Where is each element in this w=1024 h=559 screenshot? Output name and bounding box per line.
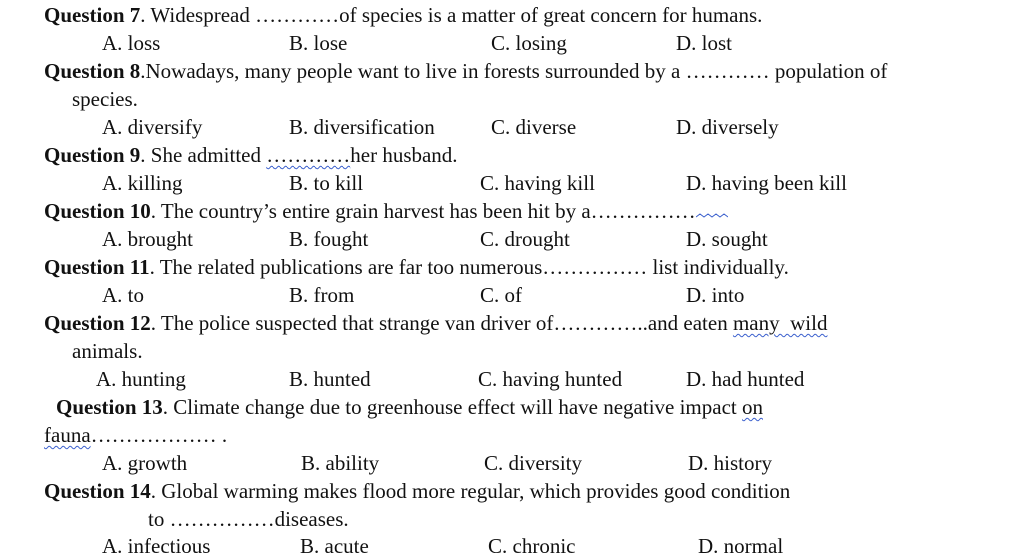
answer-blank: …………… — [542, 255, 648, 279]
spellcheck-flagged-text: many wild — [732, 311, 828, 335]
question-7-option-a[interactable]: A. loss — [102, 31, 161, 55]
answer-blank: ……………… . — [90, 423, 228, 447]
question-11-option-c[interactable]: C. of — [480, 283, 522, 307]
question-13-option-c[interactable]: C. diversity — [484, 451, 582, 475]
question-9-option-d[interactable]: D. having been kill — [686, 171, 847, 195]
question-12-stem: Question 12. The police suspected that strange van driver of…………..and eaten many wild — [44, 311, 828, 335]
answer-blank: …………… — [590, 199, 696, 223]
question-8-continuation: species. — [72, 87, 138, 111]
spellcheck-flagged-text: on — [742, 395, 763, 419]
question-12-option-c[interactable]: C. having hunted — [478, 367, 623, 391]
question-10-option-c[interactable]: C. drought — [480, 227, 570, 251]
question-8-option-d[interactable]: D. diversely — [676, 115, 779, 139]
question-13-continuation — [44, 422, 227, 448]
question-13-option-d[interactable]: D. history — [688, 451, 772, 475]
question-14-option-b[interactable]: B. acute — [300, 534, 369, 558]
question-12-option-d[interactable]: D. had hunted — [686, 367, 805, 391]
question-9-stem: Question 9. She admitted …………her husband. — [44, 143, 458, 167]
question-11-option-b[interactable]: B. from — [289, 283, 355, 307]
question-12-option-b[interactable]: B. hunted — [289, 367, 371, 391]
question-12-label: Question 12 — [44, 311, 151, 335]
question-9-option-a[interactable]: A. killing — [102, 171, 183, 195]
question-14-option-c[interactable]: C. chronic — [488, 534, 576, 558]
spellcheck-flagged-text: fauna — [44, 423, 91, 447]
question-14-stem: Question 14. Global warming makes flood more regular, which provides good condition — [44, 479, 791, 503]
answer-blank: ………… — [255, 3, 340, 27]
question-10-label: Question 10 — [44, 199, 151, 223]
question-11-stem: Question 11. The related publications are far too numerous…………… list individually. — [44, 255, 789, 279]
question-13-option-a[interactable]: A. growth — [102, 451, 188, 475]
question-14-continuation: to ……………diseases. — [148, 507, 349, 531]
question-7-option-b[interactable]: B. lose — [289, 31, 348, 55]
question-7-label: Question 7 — [44, 3, 141, 27]
question-9-option-c[interactable]: C. having kill — [480, 171, 595, 195]
answer-blank: ………… — [266, 143, 351, 167]
question-14-label: Question 14 — [44, 479, 151, 503]
question-10-option-b[interactable]: B. fought — [289, 227, 369, 251]
question-11-option-a[interactable]: A. to — [102, 283, 144, 307]
question-13-label: Question 13 — [56, 395, 163, 419]
spellcheck-squiggle-icon — [696, 213, 728, 219]
question-7-option-c[interactable]: C. losing — [491, 31, 567, 55]
question-8-stem: Question 8.Nowadays, many people want to live in forests surrounded by a ………… population of — [44, 59, 888, 83]
question-7-option-d[interactable]: D. lost — [676, 31, 733, 55]
question-13-option-b[interactable]: B. ability — [301, 451, 380, 475]
question-10-option-a[interactable]: A. brought — [102, 227, 193, 251]
answer-blank: ………….. — [553, 311, 648, 335]
question-9-label: Question 9 — [44, 143, 141, 167]
question-7-stem: Question 7. Widespread …………of species is a matter of great concern for humans. — [44, 3, 763, 27]
question-12-option-a[interactable]: A. hunting — [96, 367, 186, 391]
question-11-option-d[interactable]: D. into — [686, 283, 745, 307]
question-14-option-a[interactable]: A. infectious — [102, 534, 211, 558]
answer-blank: …………… — [169, 507, 275, 531]
question-9-option-b[interactable]: B. to kill — [289, 171, 364, 195]
question-10-stem: Question 10. The country’s entire grain harvest has been hit by a…………… — [44, 198, 728, 224]
question-10-option-d[interactable]: D. sought — [686, 227, 768, 251]
question-11-label: Question 11 — [44, 255, 150, 279]
question-14-option-d[interactable]: D. normal — [698, 534, 784, 558]
answer-blank: ………… — [685, 59, 770, 83]
question-8-option-b[interactable]: B. diversification — [289, 115, 435, 139]
question-12-continuation: animals. — [72, 339, 143, 363]
question-8-option-c[interactable]: C. diverse — [491, 115, 577, 139]
question-8-label: Question 8 — [44, 59, 141, 83]
question-8-option-a[interactable]: A. diversify — [102, 115, 203, 139]
question-13-stem: Question 13. Climate change due to greenhouse effect will have negative impact on — [56, 395, 763, 419]
